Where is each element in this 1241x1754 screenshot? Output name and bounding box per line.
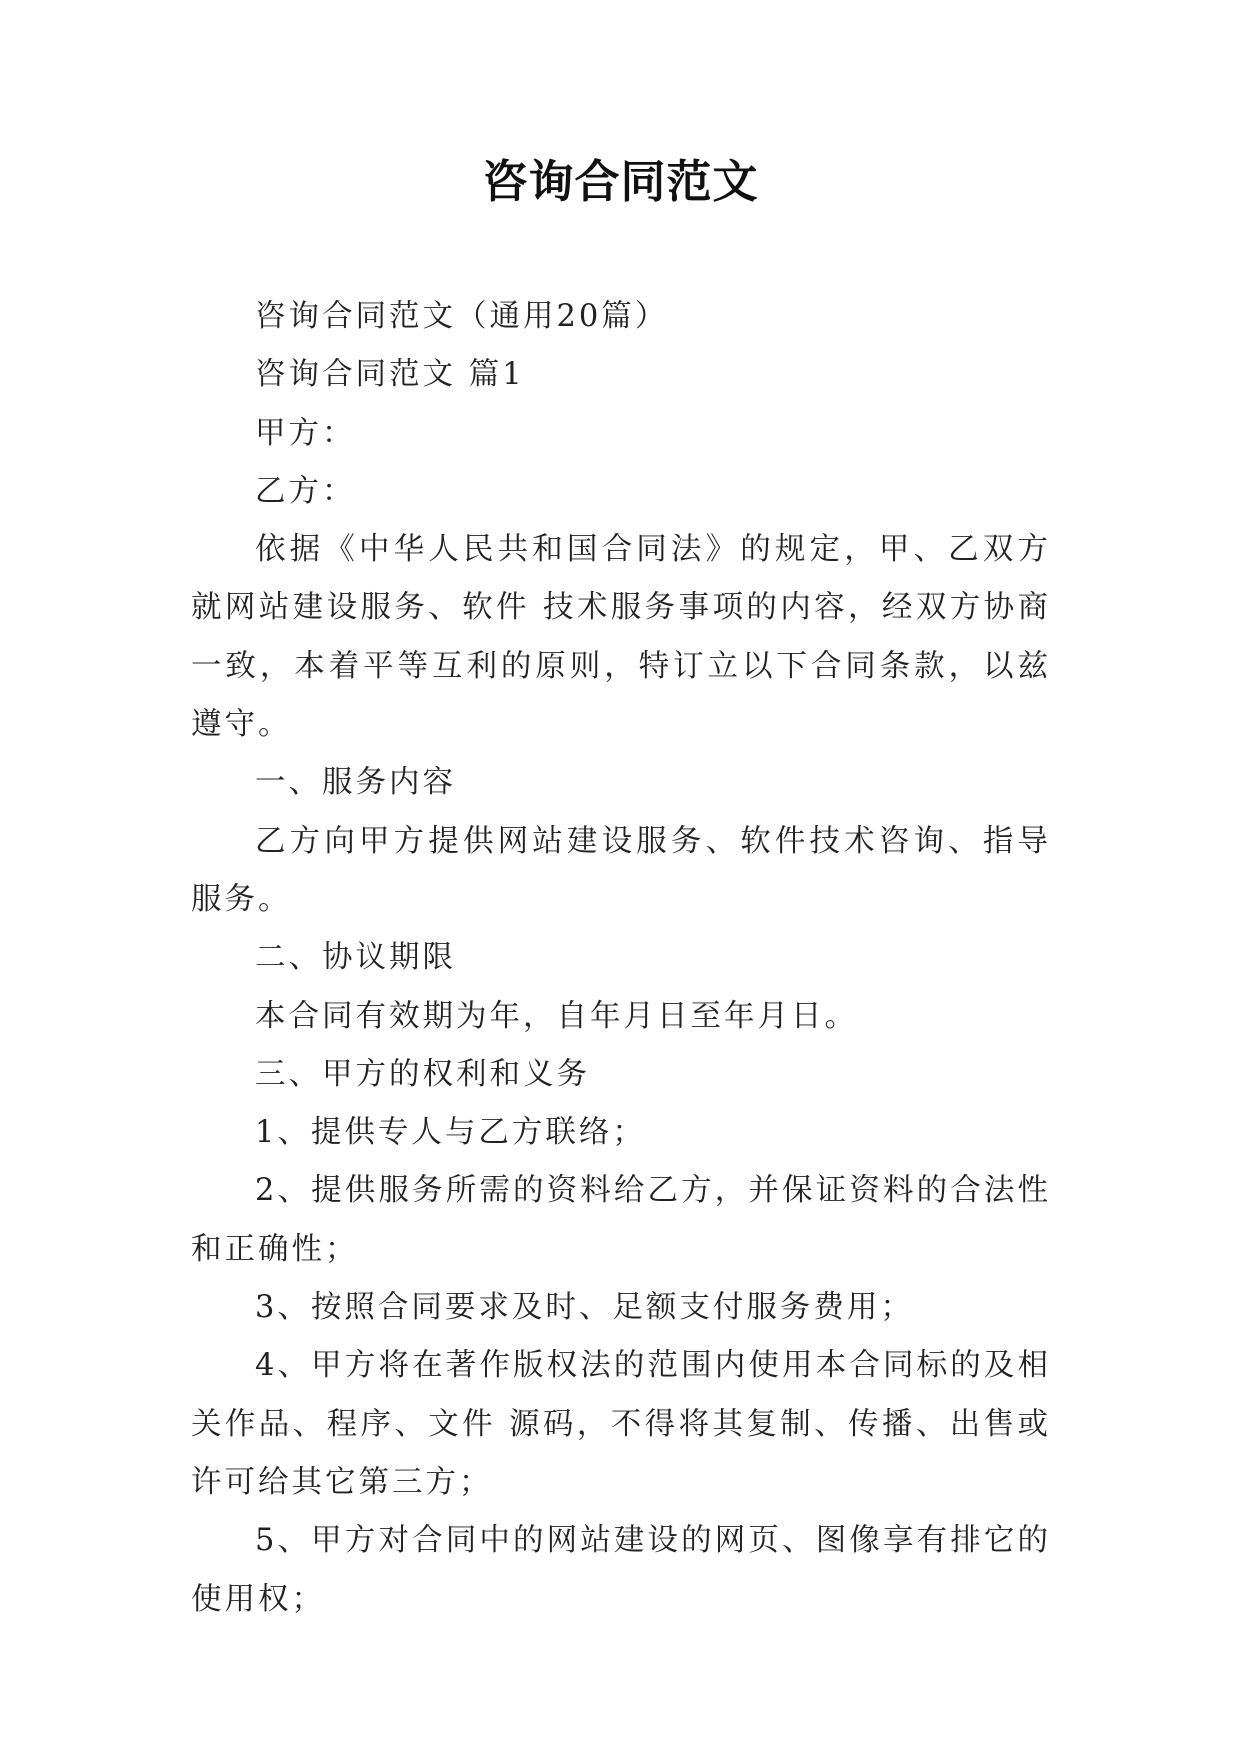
paragraph-party-a: 甲方： [255, 415, 356, 451]
clause-2: 2、提供服务所需的资料给乙方，并保证资料的合法性和正确性； [191, 1173, 1051, 1267]
paragraph-party-b: 乙方： [255, 473, 356, 509]
section-heading-term: 二、协议期限 [255, 940, 456, 976]
paragraph-service-content: 乙方向甲方提供网站建设服务、软件技术咨询、指导服务。 [191, 823, 1051, 917]
paragraph-preamble: 依据《中华人民共和国合同法》的规定，甲、乙双方就网站建设服务、软件 技术服务事项的内容，经双方协商一致，本着平等互利的原则，特订立以下合同条款，以兹遵守。 [191, 532, 1051, 743]
clause-5: 5、甲方对合同中的网站建设的网页、图像享有排它的使用权； [191, 1523, 1051, 1617]
paragraph-article-heading: 咨询合同范文 篇1 [255, 357, 525, 393]
paragraph-term: 本合同有效期为年，自年月日至年月日。 [255, 998, 858, 1034]
paragraph-subtitle: 咨询合同范文（通用20篇） [255, 299, 669, 334]
section-heading-service-content: 一、服务内容 [255, 765, 456, 801]
section-heading-party-a-rights: 三、甲方的权利和义务 [255, 1056, 590, 1092]
document-title: 咨询合同范文 [482, 155, 759, 208]
clause-4: 4、甲方将在著作版权法的范围内使用本合同标的及相关作品、程序、文件 源码，不得将其复制、传播、出售或许可给其它第三方； [191, 1348, 1051, 1500]
clause-1: 1、提供专人与乙方联络； [255, 1115, 646, 1151]
document-body [191, 288, 1051, 1629]
clause-3: 3、按照合同要求及时、足额支付服务费用； [255, 1290, 914, 1326]
